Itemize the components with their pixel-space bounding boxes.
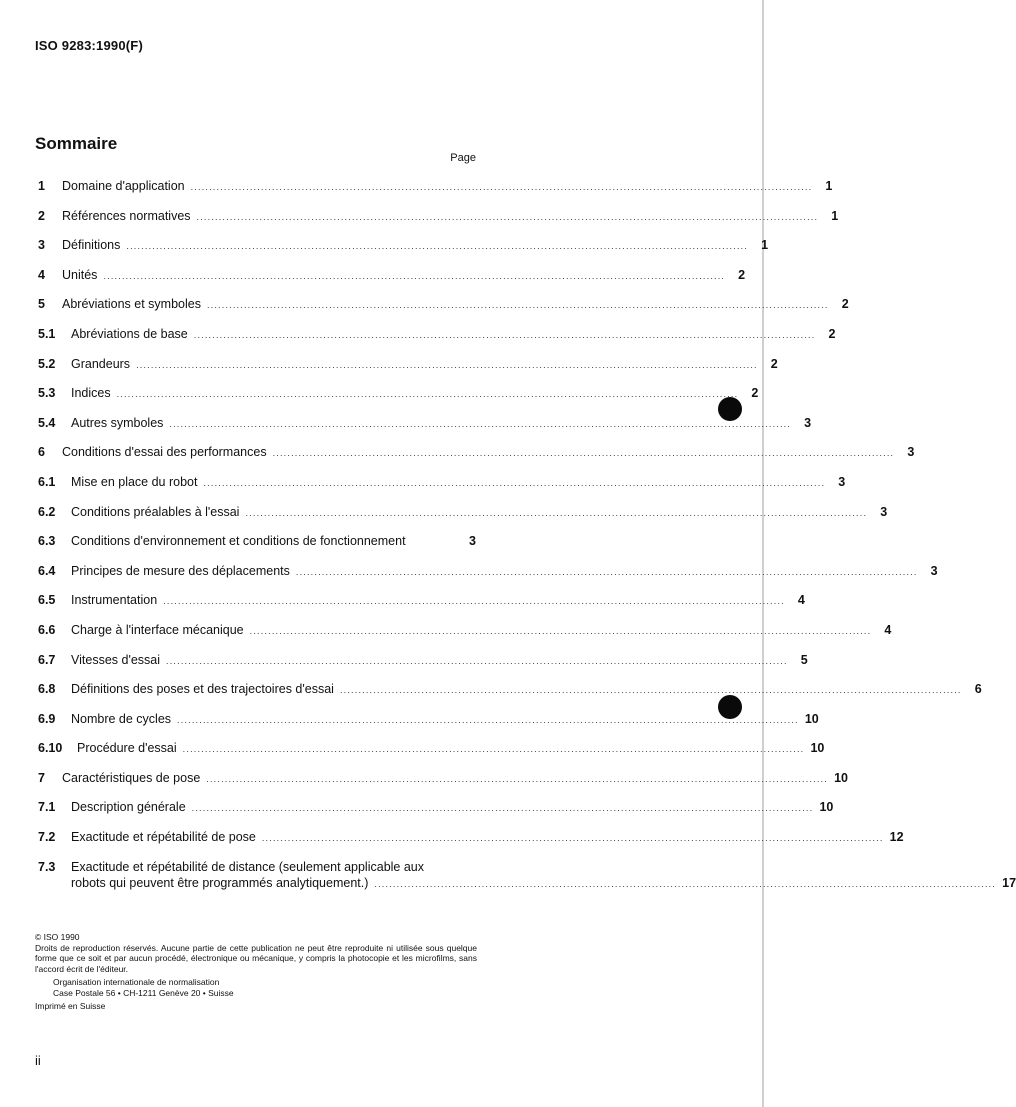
toc-row[interactable] bbox=[38, 681, 982, 711]
toc-leader-dots bbox=[250, 623, 872, 639]
toc-number: 5.1 bbox=[38, 326, 56, 341]
page-title: Sommaire bbox=[35, 134, 118, 153]
toc-number: 7 bbox=[38, 770, 45, 785]
printed-in: Imprimé en Suisse bbox=[35, 1001, 106, 1011]
toc-multiline-entry bbox=[71, 859, 1016, 892]
toc-row[interactable] bbox=[38, 326, 836, 356]
toc-number: 6.5 bbox=[38, 593, 56, 608]
toc-number: 5.3 bbox=[38, 386, 56, 401]
toc-label: Unités bbox=[62, 267, 98, 282]
toc-page: 10 bbox=[810, 741, 825, 756]
toc-page: 3 bbox=[880, 504, 888, 519]
toc-leader-dots bbox=[296, 564, 918, 580]
toc-row[interactable] bbox=[38, 563, 938, 593]
toc-number: 3 bbox=[38, 238, 45, 253]
toc-label: Nombre de cycles bbox=[71, 711, 172, 726]
toc-page: 3 bbox=[930, 563, 938, 578]
toc-row[interactable] bbox=[38, 415, 812, 445]
toc-number: 1 bbox=[38, 179, 45, 193]
toc-leader-dots bbox=[169, 416, 791, 432]
toc-row[interactable] bbox=[38, 178, 833, 208]
toc-row[interactable] bbox=[38, 740, 825, 770]
toc-row[interactable] bbox=[38, 711, 819, 741]
toc-page: 10 bbox=[819, 800, 834, 815]
toc-number: 6.3 bbox=[38, 534, 56, 549]
toc-number: 6.7 bbox=[38, 652, 56, 667]
toc-number: 5.2 bbox=[38, 356, 56, 371]
toc-label: Définitions des poses et des trajectoires d'essai bbox=[71, 682, 334, 697]
punch-hole bbox=[718, 695, 742, 719]
page-column-label: Page bbox=[450, 152, 476, 164]
table-of-contents bbox=[38, 178, 1016, 907]
toc-row[interactable] bbox=[38, 237, 769, 267]
toc-label: Description générale bbox=[71, 800, 186, 815]
toc-row[interactable] bbox=[38, 504, 888, 534]
publisher-name: Organisation internationale de normalisation bbox=[53, 977, 220, 987]
toc-number: 6.10 bbox=[38, 741, 63, 756]
toc-number: 6.8 bbox=[38, 682, 56, 697]
toc-row[interactable] bbox=[38, 859, 1016, 907]
publisher-address: Case Postale 56 • CH-1211 Genève 20 • Suisse bbox=[53, 987, 234, 998]
toc-row[interactable] bbox=[38, 533, 476, 563]
toc-leader-dots bbox=[374, 876, 996, 892]
toc-leader-dots bbox=[245, 505, 867, 521]
toc-label: Conditions d'essai des performances bbox=[62, 445, 267, 460]
toc-label: Mise en place du robot bbox=[71, 474, 198, 489]
toc-row[interactable] bbox=[38, 622, 892, 652]
toc-page: 4 bbox=[797, 593, 805, 608]
toc-page: 4 bbox=[884, 622, 892, 637]
toc-row[interactable] bbox=[38, 385, 759, 415]
toc-number: 5 bbox=[38, 297, 45, 312]
toc-row[interactable] bbox=[38, 592, 805, 622]
toc-page: 1 bbox=[831, 208, 839, 223]
toc-leader-dots bbox=[340, 682, 962, 698]
toc-leader-dots bbox=[207, 297, 829, 313]
toc-row[interactable] bbox=[38, 208, 839, 238]
toc-label-line2: robots qui peuvent être programmés analytiquement.) bbox=[71, 875, 369, 890]
toc-label: Abréviations et symboles bbox=[62, 297, 201, 312]
toc-label: Instrumentation bbox=[71, 593, 158, 608]
toc-page: 3 bbox=[907, 445, 915, 460]
toc-leader-dots bbox=[126, 238, 748, 254]
toc-number: 6.1 bbox=[38, 474, 56, 489]
toc-row[interactable] bbox=[38, 799, 834, 829]
toc-page: 2 bbox=[738, 267, 746, 282]
toc-leader-dots bbox=[192, 800, 814, 816]
toc-label: Abréviations de base bbox=[71, 326, 188, 341]
toc-label: Conditions d'environnement et conditions de fonctionnement bbox=[71, 534, 406, 549]
toc-label: Vitesses d'essai bbox=[71, 652, 161, 667]
toc-leader-dots bbox=[273, 445, 895, 461]
toc-row[interactable] bbox=[38, 356, 778, 386]
toc-label: Procédure d'essai bbox=[77, 741, 177, 756]
toc-number: 6 bbox=[38, 445, 45, 460]
toc-label: Définitions bbox=[62, 238, 121, 253]
toc-page: 17 bbox=[1002, 875, 1016, 890]
toc-row[interactable] bbox=[38, 652, 808, 682]
toc-number: 5.4 bbox=[38, 415, 56, 430]
toc-page: 2 bbox=[841, 297, 849, 312]
toc-number: 7.2 bbox=[38, 830, 56, 845]
toc-label: Références normatives bbox=[62, 208, 191, 223]
toc-number: 7.3 bbox=[38, 859, 56, 874]
toc-leader-dots bbox=[191, 179, 813, 195]
toc-page: 12 bbox=[889, 830, 904, 845]
toc-label: Grandeurs bbox=[71, 356, 131, 371]
toc-number: 6.4 bbox=[38, 563, 56, 578]
document-header: ISO 9283:1990(F) bbox=[35, 38, 143, 53]
toc-leader-dots bbox=[194, 327, 816, 343]
toc-label-line2-row bbox=[71, 875, 1016, 892]
toc-number: 4 bbox=[38, 267, 45, 282]
toc-leader-dots bbox=[206, 771, 828, 787]
toc-leader-dots bbox=[136, 357, 758, 373]
toc-row[interactable] bbox=[38, 474, 846, 504]
toc-row[interactable] bbox=[38, 770, 848, 800]
toc-leader-dots bbox=[163, 593, 785, 609]
toc-row[interactable] bbox=[38, 829, 904, 859]
toc-leader-dots bbox=[203, 475, 825, 491]
copyright-block bbox=[35, 932, 477, 1012]
toc-row[interactable] bbox=[38, 296, 849, 326]
toc-number: 2 bbox=[38, 208, 45, 223]
toc-page: 3 bbox=[804, 415, 812, 430]
toc-page: 3 bbox=[469, 534, 476, 549]
toc-leader-dots bbox=[183, 741, 805, 757]
toc-label: Indices bbox=[71, 386, 111, 401]
toc-leader-dots bbox=[103, 268, 725, 284]
toc-label: Charge à l'interface mécanique bbox=[71, 622, 244, 637]
toc-leader-dots bbox=[117, 386, 739, 402]
copyright-rights-text: Droits de reproduction réservés. Aucune partie de cette publication ne peut être reproduite ni utilisée sous quelque forme que ce soit et par aucun procédé, électronique ou mécanique, y compris la photocopie et les microfilms, sans l'accord écrit de l'éditeur. bbox=[35, 942, 477, 974]
page-edge bbox=[762, 0, 764, 1107]
copyright-symbol-line: © ISO 1990 bbox=[35, 932, 80, 942]
toc-label: Domaine d'application bbox=[62, 179, 185, 193]
toc-page: 10 bbox=[834, 770, 848, 785]
toc-page: 10 bbox=[804, 711, 819, 726]
toc-label: Caractéristiques de pose bbox=[62, 770, 201, 785]
toc-leader-dots bbox=[177, 712, 799, 728]
footer-page-number: ii bbox=[35, 1053, 41, 1068]
toc-label: Conditions préalables à l'essai bbox=[71, 504, 240, 519]
toc-page: 2 bbox=[828, 326, 836, 341]
toc-number: 6.6 bbox=[38, 622, 56, 637]
toc-page: 1 bbox=[825, 179, 833, 193]
toc-leader-dots bbox=[166, 653, 788, 669]
punch-hole bbox=[718, 397, 742, 421]
toc-page: 5 bbox=[800, 652, 808, 667]
toc-number: 6.2 bbox=[38, 504, 56, 519]
toc-page: 3 bbox=[838, 474, 846, 489]
toc-page: 2 bbox=[751, 386, 759, 401]
toc-leader-dots bbox=[197, 209, 819, 225]
toc-label: Autres symboles bbox=[71, 415, 164, 430]
toc-page: 1 bbox=[761, 238, 769, 253]
toc-page: 6 bbox=[974, 682, 982, 697]
toc-row[interactable] bbox=[38, 444, 915, 474]
toc-page: 2 bbox=[770, 356, 778, 371]
toc-row[interactable] bbox=[38, 267, 746, 297]
toc-number: 7.1 bbox=[38, 800, 56, 815]
toc-leader-dots bbox=[262, 830, 884, 846]
toc-label: Exactitude et répétabilité de pose bbox=[71, 830, 256, 845]
toc-label-line1: Exactitude et répétabilité de distance (seulement applicable aux bbox=[71, 859, 424, 874]
toc-label: Principes de mesure des déplacements bbox=[71, 563, 290, 578]
toc-number: 6.9 bbox=[38, 711, 56, 726]
